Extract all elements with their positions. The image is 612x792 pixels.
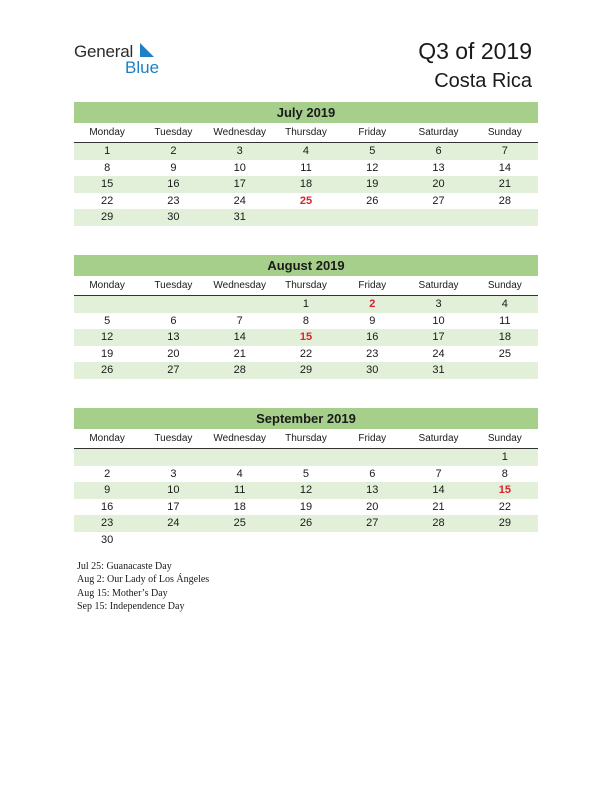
weekday-label: Sunday	[487, 127, 522, 138]
day-cell	[339, 532, 405, 549]
day-cell: 15	[101, 178, 114, 190]
day-cell: 26	[366, 194, 379, 207]
weekday-label: Saturday	[418, 127, 459, 138]
logo-blue-text: Blue	[125, 58, 160, 77]
day-cell: 22	[101, 194, 114, 207]
day-cell: 11	[499, 314, 511, 327]
generalblue-logo	[74, 42, 174, 78]
day-cell: 31	[432, 364, 445, 376]
day-cell: 7	[236, 314, 243, 327]
day-cell: 1	[501, 451, 508, 463]
day-cell	[339, 209, 405, 226]
day-cell	[472, 532, 538, 549]
day-cell: 3	[236, 145, 243, 157]
holiday-note: Aug 15: Mother’s Day	[77, 587, 168, 599]
day-cell: 12	[101, 331, 114, 343]
day-cell: 25	[233, 517, 246, 529]
weekday-label: Friday	[358, 127, 387, 138]
day-cell: 8	[302, 314, 310, 327]
day-cell: 8	[501, 467, 508, 480]
weekday-label: Tuesday	[154, 433, 193, 444]
holiday-note: Jul 25: Guanacaste Day	[77, 561, 172, 572]
week-row	[74, 449, 538, 466]
day-cell: 27	[366, 517, 379, 529]
day-cell	[207, 532, 273, 549]
weekday-header-row	[74, 431, 538, 449]
day-cell: 14	[498, 161, 511, 174]
weekday-label: Friday	[358, 280, 387, 291]
day-cell: 9	[170, 161, 177, 174]
day-cell: 24	[233, 194, 246, 207]
week-row	[74, 329, 538, 346]
day-cell: 19	[366, 178, 379, 190]
day-cell: 13	[167, 331, 180, 343]
month-title: September 2019	[74, 408, 538, 429]
weekday-label: Tuesday	[154, 280, 193, 291]
day-cell: 29	[101, 211, 114, 223]
week-row	[74, 176, 538, 193]
week-row	[74, 362, 538, 379]
day-cell: 2	[170, 145, 177, 157]
week-row	[74, 346, 538, 363]
day-cell: 17	[167, 500, 180, 513]
day-cell: 10	[432, 314, 445, 327]
day-cell: 10	[233, 161, 246, 174]
day-cell: 28	[233, 364, 246, 376]
day-cell: 10	[167, 484, 180, 496]
day-cell: 30	[366, 364, 379, 376]
week-row	[74, 296, 538, 313]
weekday-label: Tuesday	[154, 127, 193, 138]
day-cell: 27	[167, 364, 180, 376]
day-cell	[207, 296, 273, 313]
holiday-day-cell: 15	[498, 484, 511, 496]
day-cell	[207, 449, 273, 466]
day-cell: 5	[369, 145, 376, 157]
day-cell: 2	[104, 467, 111, 480]
weekday-label: Thursday	[285, 433, 327, 444]
weekday-label: Thursday	[285, 280, 327, 291]
day-cell: 13	[432, 161, 445, 174]
day-cell: 30	[167, 211, 180, 223]
week-row	[74, 193, 538, 210]
day-cell	[74, 296, 140, 313]
day-cell: 3	[170, 467, 177, 480]
day-cell: 5	[302, 467, 310, 480]
day-cell	[74, 449, 140, 466]
day-cell: 5	[104, 314, 111, 327]
weekday-label: Thursday	[285, 127, 327, 138]
day-cell: 4	[302, 145, 310, 157]
weekday-header-row	[74, 125, 538, 143]
day-cell: 27	[432, 194, 445, 207]
day-cell: 16	[167, 178, 180, 190]
weekday-label: Wednesday	[213, 433, 267, 444]
day-cell	[140, 449, 206, 466]
day-cell: 24	[432, 347, 445, 360]
month-calendar	[74, 255, 538, 379]
day-cell: 30	[101, 533, 114, 546]
weekday-label: Monday	[89, 127, 125, 138]
day-cell: 4	[501, 298, 508, 310]
day-cell	[140, 532, 206, 549]
week-row	[74, 515, 538, 532]
day-cell: 23	[167, 194, 180, 207]
weekday-label: Sunday	[487, 280, 522, 291]
day-cell: 12	[299, 484, 313, 496]
day-cell: 7	[501, 145, 508, 157]
day-cell	[405, 209, 471, 226]
page-title: Q3 of 2019	[418, 38, 532, 64]
holiday-note: Aug 2: Our Lady of Los Ángeles	[77, 574, 210, 586]
holiday-day-cell: 2	[369, 298, 376, 310]
day-cell	[472, 209, 538, 226]
day-cell: 19	[299, 500, 313, 513]
day-cell	[405, 449, 471, 466]
day-cell: 12	[366, 161, 379, 174]
day-cell: 14	[432, 484, 445, 496]
day-cell: 20	[432, 178, 445, 190]
weekday-label: Monday	[89, 280, 125, 291]
day-cell	[472, 362, 538, 379]
holiday-notes	[77, 560, 209, 614]
weekday-label: Wednesday	[213, 127, 267, 138]
week-row	[74, 532, 538, 549]
week-row	[74, 143, 538, 160]
day-cell: 26	[299, 517, 313, 529]
month-calendar	[74, 408, 538, 548]
day-cell: 18	[299, 178, 313, 190]
day-cell: 8	[104, 161, 111, 174]
holiday-note: Sep 15: Independence Day	[77, 601, 185, 613]
month-calendar	[74, 102, 538, 226]
day-cell: 6	[435, 145, 442, 157]
day-cell: 28	[432, 517, 445, 529]
week-row	[74, 160, 538, 177]
day-cell	[273, 209, 339, 226]
weekday-label: Saturday	[418, 433, 459, 444]
day-cell	[273, 532, 339, 549]
day-cell: 3	[435, 298, 442, 310]
day-cell: 22	[498, 500, 511, 513]
holiday-day-cell: 15	[299, 331, 313, 343]
weekday-label: Saturday	[418, 280, 459, 291]
day-cell: 4	[236, 467, 243, 480]
week-row	[74, 482, 538, 499]
holiday-day-cell: 25	[299, 194, 313, 207]
day-cell: 11	[300, 161, 312, 174]
day-cell: 20	[366, 500, 379, 513]
day-cell: 16	[101, 500, 114, 513]
week-row	[74, 466, 538, 483]
day-cell: 7	[435, 467, 442, 480]
day-cell: 17	[233, 178, 246, 190]
day-cell: 24	[167, 517, 180, 529]
day-cell: 23	[366, 347, 379, 360]
day-cell: 31	[233, 211, 246, 223]
day-cell: 18	[498, 331, 511, 343]
logo-general-text: General	[74, 42, 134, 61]
day-cell: 9	[369, 314, 376, 327]
day-cell: 13	[366, 484, 379, 496]
week-row	[74, 313, 538, 330]
day-cell	[140, 296, 206, 313]
day-cell: 23	[101, 517, 114, 529]
day-cell: 1	[104, 145, 111, 157]
day-cell: 29	[498, 517, 511, 529]
weekday-label: Friday	[358, 433, 387, 444]
logo-triangle-icon	[140, 43, 154, 57]
weekday-label: Sunday	[487, 433, 522, 444]
month-title: August 2019	[74, 255, 538, 276]
day-cell	[405, 532, 471, 549]
day-cell: 11	[233, 484, 246, 496]
day-cell: 21	[498, 178, 511, 190]
day-cell: 18	[233, 500, 246, 513]
day-cell: 17	[432, 331, 445, 343]
day-cell: 1	[302, 298, 310, 310]
day-cell: 21	[233, 347, 246, 360]
day-cell	[273, 449, 339, 466]
week-row	[74, 499, 538, 516]
day-cell: 16	[366, 331, 379, 343]
day-cell: 20	[167, 347, 180, 360]
day-cell: 26	[101, 364, 114, 376]
day-cell: 21	[432, 500, 445, 513]
day-cell: 28	[498, 194, 511, 207]
weekday-label: Wednesday	[213, 280, 267, 291]
day-cell: 6	[170, 314, 177, 327]
day-cell: 9	[104, 484, 111, 496]
day-cell: 25	[498, 347, 511, 360]
day-cell: 14	[233, 331, 246, 343]
day-cell: 6	[369, 467, 376, 480]
day-cell: 29	[299, 364, 313, 376]
weekday-label: Monday	[89, 433, 125, 444]
week-row	[74, 209, 538, 226]
day-cell: 22	[299, 347, 313, 360]
day-cell	[339, 449, 405, 466]
weekday-header-row	[74, 278, 538, 296]
day-cell: 19	[101, 347, 114, 360]
country-name: Costa Rica	[434, 70, 532, 92]
month-title: July 2019	[74, 102, 538, 123]
